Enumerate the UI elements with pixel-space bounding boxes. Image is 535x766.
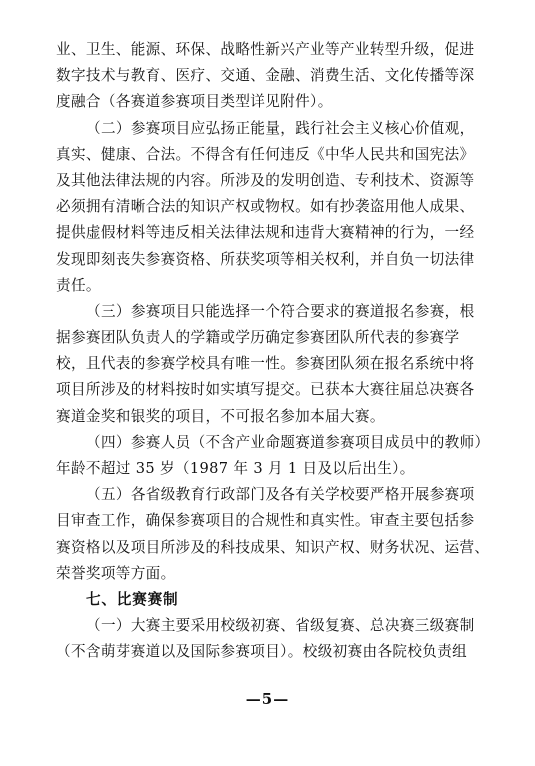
text-line: （二）参赛项目应弘扬正能量，践行社会主义核心价值观， [86, 119, 475, 137]
text-line: 项目所涉及的材料按时如实填写提交。已获本大赛往届总决赛各 [56, 381, 475, 399]
text-line: 提供虚假材料等违反相关法律法规和违背大赛精神的行为，一经 [56, 224, 475, 242]
text-line: 数字技术与教育、医疗、交通、金融、消费生活、文化传播等深 [56, 67, 475, 85]
paragraph-item-4 [56, 430, 494, 482]
paragraph-section-7-item-1 [56, 613, 494, 665]
section-heading [56, 587, 494, 613]
text-line: 及其他法律法规的内容。所涉及的发明创造、专利技术、资源等 [56, 171, 475, 189]
text-line: 赛道金奖和银奖的项目，不可报名参加本届大赛。 [56, 407, 385, 425]
text-line: 目审查工作，确保参赛项目的合规性和真实性。审查主要包括参 [56, 512, 475, 530]
text-line: （五）各省级教育行政部门及各有关学校要严格开展参赛项 [86, 486, 475, 504]
text-line: 责任。 [56, 276, 101, 294]
text-line: 校，且代表的参赛学校具有唯一性。参赛团队须在报名系统中将 [56, 355, 475, 373]
text-line: （三）参赛项目只能选择一个符合要求的赛道报名参赛，根 [86, 302, 475, 320]
text-line: 荣誉奖项等方面。 [56, 564, 176, 582]
paragraph-item-3 [56, 299, 494, 430]
text-line: （不含萌芽赛道以及国际参赛项目）。校级初赛由各院校负责组 [56, 643, 468, 661]
paragraph-continuation [56, 37, 494, 116]
text-line: 真实、健康、合法。不得含有任何违反《中华人民共和国宪法》 [56, 145, 475, 163]
paragraph-item-2 [56, 116, 494, 299]
text-line: 年龄不超过 35 岁（1987 年 3 月 1 日及以后出生）。 [56, 460, 415, 477]
text-line: （四）参赛人员（不含产业命题赛道参赛项目成员中的教师） [86, 433, 490, 451]
page-number: —5— [245, 690, 290, 708]
text-line: 据参赛团队负责人的学籍或学历确定参赛团队所代表的参赛学 [56, 329, 460, 347]
text-line: 度融合（各赛道参赛项目类型详见附件）。 [56, 93, 333, 111]
document-body [56, 37, 494, 666]
text-line: 发现即刻丧失参赛资格、所获奖项等相关权利，并自负一切法律 [56, 250, 475, 268]
paragraph-item-5 [56, 482, 494, 587]
text-line: （一）大赛主要采用校级初赛、省级复赛、总决赛三级赛制 [86, 617, 475, 635]
section-title: 七、比赛赛制 [86, 590, 179, 608]
text-line: 业、卫生、能源、环保、战略性新兴产业等产业转型升级，促进 [56, 41, 475, 58]
text-line: 赛资格以及项目所涉及的科技成果、知识产权、财务状况、运营、 [56, 538, 490, 556]
text-line: 必须拥有清晰合法的知识产权或物权。如有抄袭盗用他人成果、 [56, 198, 475, 216]
